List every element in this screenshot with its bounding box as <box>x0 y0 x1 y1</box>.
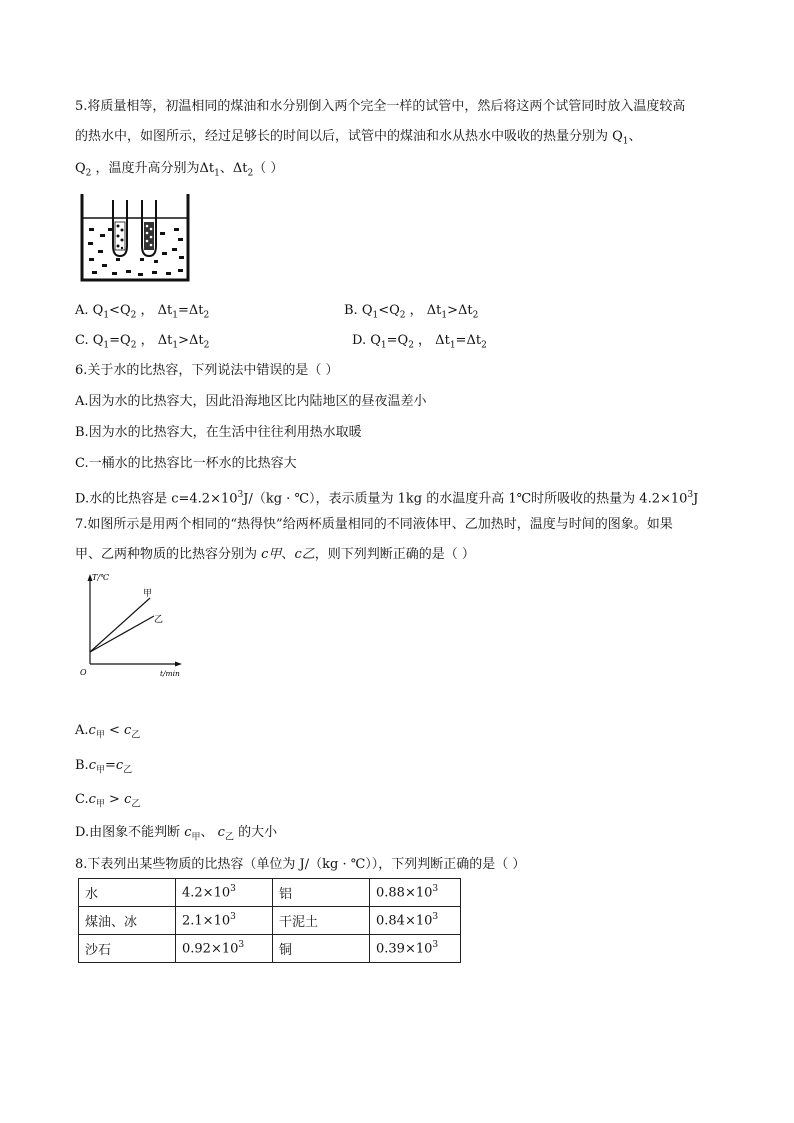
q5-option-d[interactable]: D. $Q_1=Q_2$ ， $\Delta t_1=\Delta t_2$ <box>352 333 487 351</box>
q7-option-a[interactable]: $A.c_甲 < c_乙$ <box>75 723 141 741</box>
q5-stem-line3: $Q_2$ ，温度升高分别为$\Delta t_1$、$\Delta t_2$（ ） <box>75 161 284 179</box>
beaker-test-tubes-figure <box>80 192 192 284</box>
q5-stem-line2: 的热水中，如图所示，经过足够长的时间以后，试管中的煤油和水从热水中吸收的热量分别为 $Q_1$、 <box>75 129 642 147</box>
table-cell: 水 <box>79 879 176 907</box>
table-cell: $4.2\times 10^3$ <box>176 879 273 907</box>
q6-option-c[interactable]: C.一桶水的比热容比一杯水的比热容大 <box>75 456 297 471</box>
specific-heat-table <box>78 878 461 963</box>
table-cell: $0.84\times 10^3$ <box>370 907 461 935</box>
q6-stem: 6.关于水的比热容，下列说法中错误的是（ ） <box>75 363 339 378</box>
table-row <box>79 907 461 935</box>
q7-stem-line1: 7.如图所示是用两个相同的“热得快”给两杯质量相同的不同液体甲、乙加热时，温度与时间的图象。如果 <box>75 517 673 532</box>
line-jia <box>90 598 150 652</box>
table-cell: 煤油、冰 <box>79 907 176 935</box>
q6-option-d[interactable]: D.水的比热容是 $c=4.2\times 10^3J/(kg$ · ℃），表示质量为 1kg 的水温度升高 1℃时所吸收的热量为 $4.2\times 10^3J$ <box>75 490 699 507</box>
line-yi-label: 乙 <box>154 615 164 625</box>
q7-option-b[interactable]: $B.c_甲=c_乙$ <box>75 758 133 776</box>
table-cell: $0.39\times 10^3$ <box>370 935 461 963</box>
q5-stem-line1: 5.将质量相等，初温相同的煤油和水分别倒入两个完全一样的试管中，然后将这两个试管同时放入温度较高 <box>75 99 686 114</box>
table-cell: $0.88\times 10^3$ <box>370 879 461 907</box>
line-jia-label: 甲 <box>143 589 153 599</box>
x-axis-label: t/min <box>160 669 180 678</box>
table-cell: 干泥土 <box>273 907 370 935</box>
table-cell: 铝 <box>273 879 370 907</box>
table-row <box>79 879 461 907</box>
origin-label: O <box>80 668 87 677</box>
temperature-time-graph <box>78 572 188 678</box>
table-cell: 铜 <box>273 935 370 963</box>
q6-option-b[interactable]: B.因为水的比热容大，在生活中往往利用热水取暖 <box>75 425 362 440</box>
q8-stem: 8.下表列出某些物质的比热容（单位为 J/（kg · ℃）），下列判断正确的是（ ） <box>75 857 526 872</box>
q7-option-d[interactable]: D.由图象不能判断 $c_甲$、 $c_乙$ 的大小 <box>75 825 278 843</box>
q5-option-b[interactable]: B. $Q_1<Q_2$ ， $\Delta t_1>\Delta t_2$ <box>344 303 479 321</box>
q7-option-c[interactable]: $C.c_甲 > c_乙$ <box>75 792 141 810</box>
q6-option-a[interactable]: A.因为水的比热容大，因此沿海地区比内陆地区的昼夜温差小 <box>75 394 427 409</box>
table-cell: 沙石 <box>79 935 176 963</box>
table-cell: $0.92\times 10^3$ <box>176 935 273 963</box>
q7-stem-line2: 甲、乙两种物质的比热容分别为 c甲、c乙，则下列判断正确的是（ ） <box>75 547 475 562</box>
table-row <box>79 935 461 963</box>
line-yi <box>90 616 154 652</box>
q5-option-c[interactable]: C. $Q_1=Q_2$ ， $\Delta t_1>\Delta t_2$ <box>75 333 210 351</box>
q5-option-a[interactable]: A. $Q_1<Q_2$ ， $\Delta t_1=\Delta t_2$ <box>75 303 210 321</box>
y-axis-label: T/℃ <box>92 573 109 582</box>
table-cell: $2.1\times 10^3$ <box>176 907 273 935</box>
